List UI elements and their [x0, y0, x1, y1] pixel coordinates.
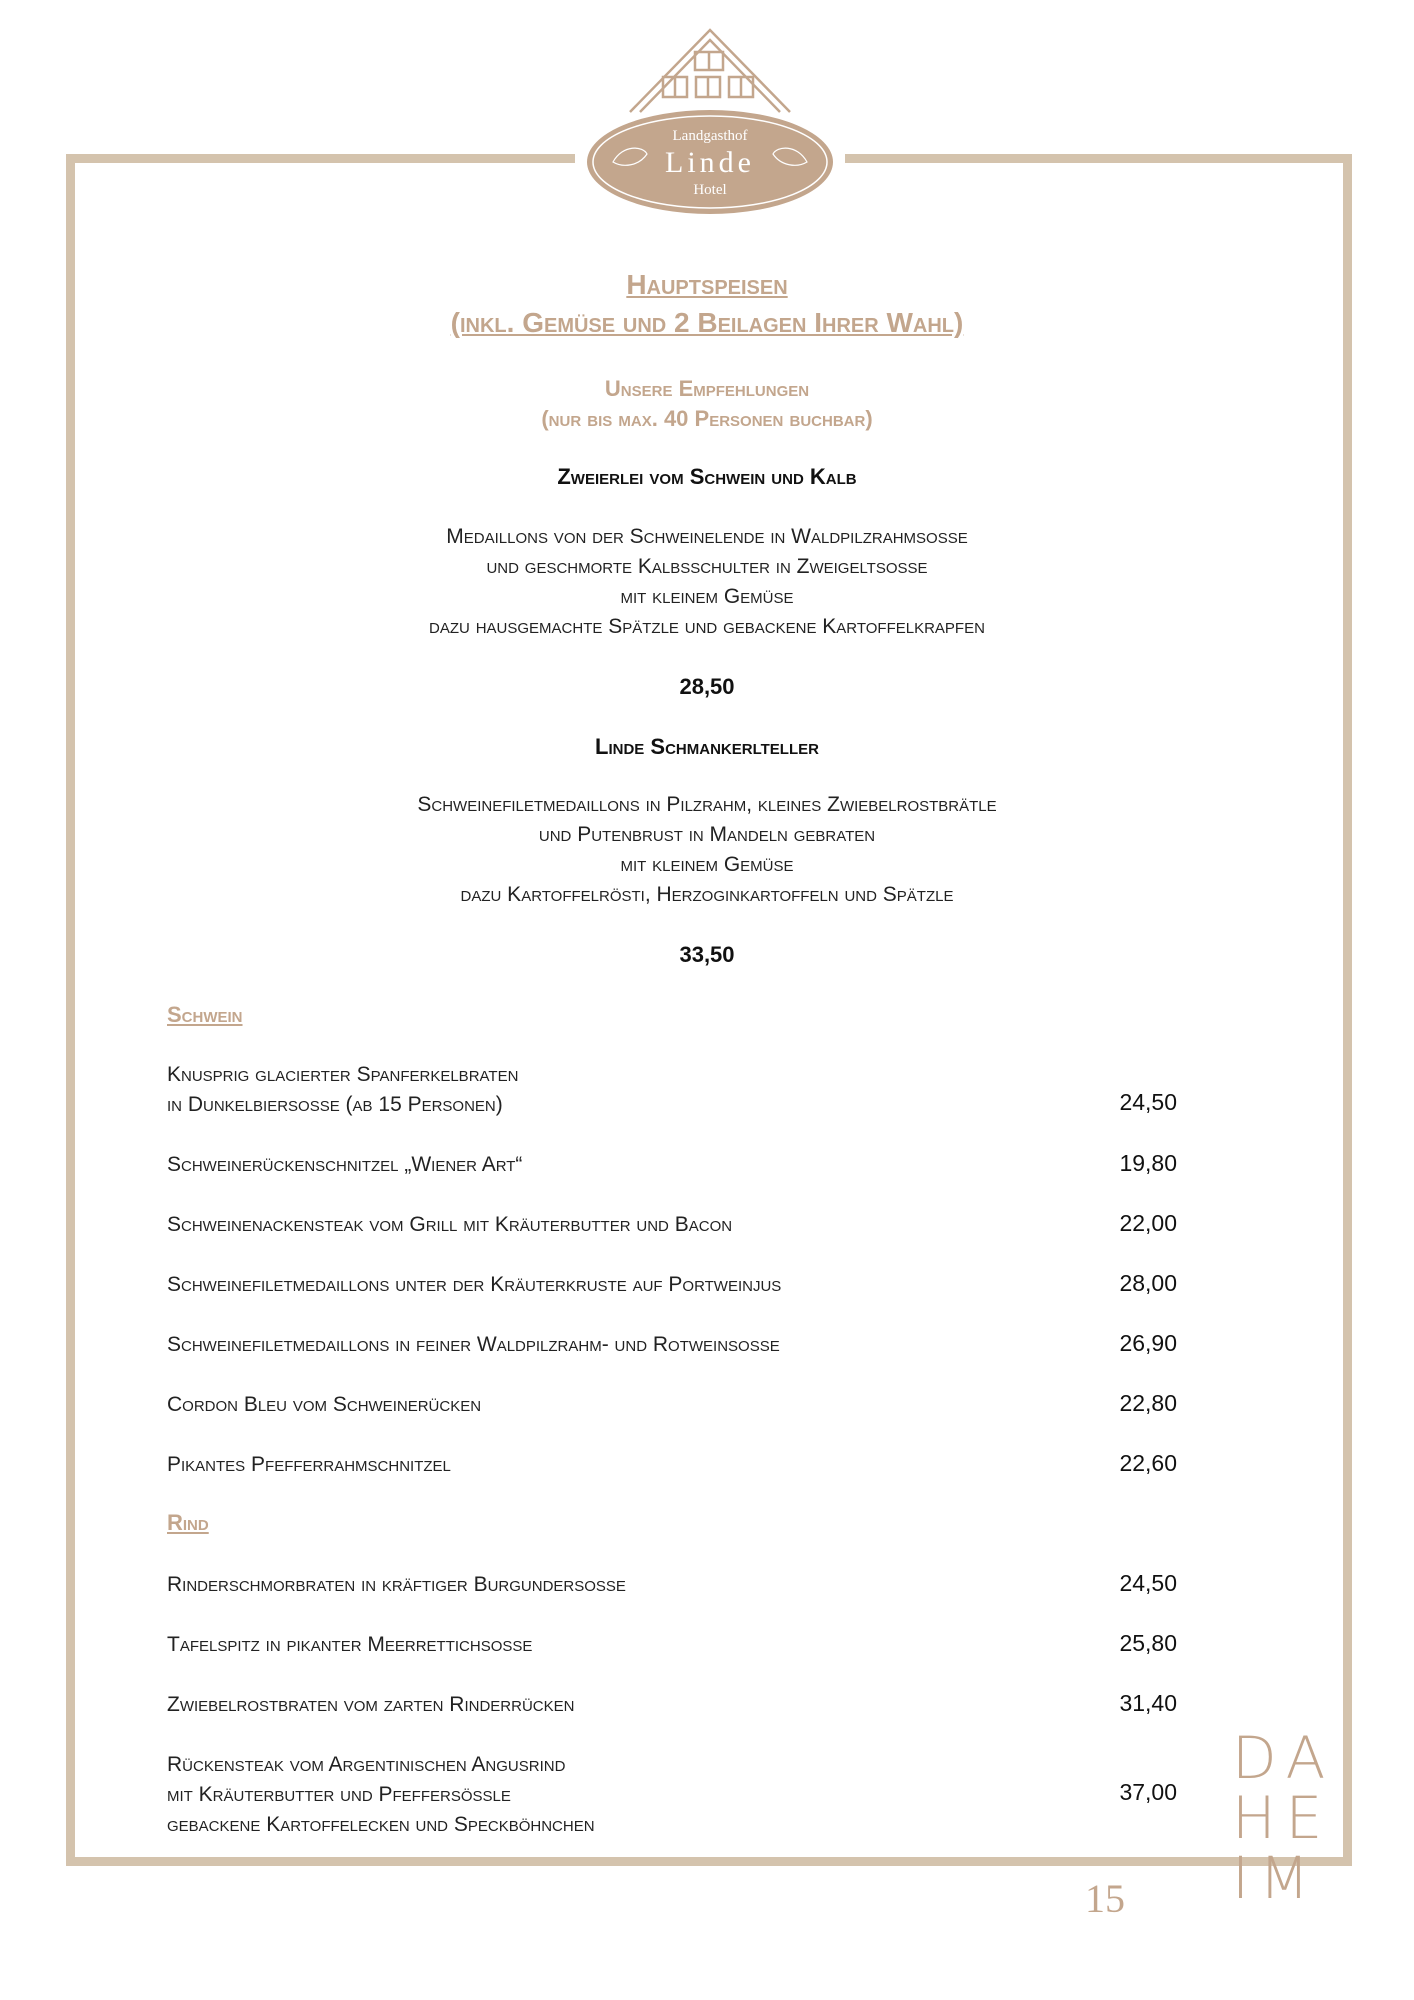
menu-item — [167, 1390, 1177, 1420]
menu-item-price: 26,90 — [1119, 1330, 1177, 1356]
menu-item-price: 22,80 — [1119, 1390, 1177, 1416]
menu-item-price: 24,50 — [1119, 1089, 1177, 1115]
recommendations-note: (nur bis max. 40 Personen buchbar) — [541, 406, 873, 431]
dish-description — [0, 790, 1414, 910]
logo-line-2: Linde — [665, 146, 755, 179]
page-title: Hauptspeisen — [626, 269, 788, 300]
menu-item-name: Rückensteak vom Argentinischen Angusrind — [167, 1753, 566, 1776]
menu-item-name: gebackene Kartoffelecken und Speckböhnchen — [167, 1813, 595, 1836]
menu-item-name: Zwiebelrostbraten vom zarten Rinderrücken — [167, 1693, 575, 1716]
section-title-rind: Rind — [167, 1510, 209, 1535]
description-line: mit kleinem Gemüse — [620, 585, 794, 608]
menu-item-price: 19,80 — [1119, 1150, 1177, 1176]
menu-item — [167, 1630, 1177, 1660]
menu-item — [167, 1270, 1177, 1300]
page-subtitle: (inkl. Gemüse und 2 Beilagen Ihrer Wahl) — [450, 307, 964, 338]
brand-line: IM — [1232, 1844, 1320, 1912]
description-line: und geschmorte Kalbsschulter in Zweigeltsoße — [486, 555, 928, 578]
menu-item-price: 37,00 — [1119, 1779, 1177, 1805]
brand-line: DA — [1232, 1724, 1336, 1792]
dish-price: 28,50 — [679, 674, 735, 699]
recommendations-heading: Unsere Empfehlungen — [604, 376, 810, 401]
menu-item-name: Schweinefiletmedaillons in feiner Waldpilzrahm- und Rotweinsoße — [167, 1333, 780, 1356]
hotel-logo — [585, 22, 835, 222]
menu-item-name: in Dunkelbiersoße (ab 15 Personen) — [167, 1093, 503, 1116]
menu-item-price: 25,80 — [1119, 1630, 1177, 1656]
menu-item-name: mit Kräuterbutter und Pfeffersößle — [167, 1783, 511, 1806]
menu-item-name: Schweinerückenschnitzel „Wiener Art“ — [167, 1153, 523, 1176]
menu-item-name: Rinderschmorbraten in kräftiger Burgundersoße — [167, 1573, 626, 1596]
page-number: 15 — [1085, 1876, 1125, 1921]
brand-line: HE — [1232, 1784, 1333, 1852]
daheim-brand-mark — [1232, 1724, 1342, 1912]
menu-item — [167, 1690, 1177, 1720]
section-title-schwein: Schwein — [167, 1002, 243, 1027]
menu-item-price: 22,60 — [1119, 1450, 1177, 1476]
menu-item — [167, 1450, 1177, 1480]
menu-item-name: Schweinefiletmedaillons unter der Kräuterkruste auf Portweinjus — [167, 1273, 782, 1296]
menu-item-price: 24,50 — [1119, 1570, 1177, 1596]
dish-description — [0, 522, 1414, 642]
menu-item — [167, 1570, 1177, 1600]
description-line: mit kleinem Gemüse — [620, 853, 794, 876]
menu-item-name: Schweinenackensteak vom Grill mit Kräuterbutter und Bacon — [167, 1213, 733, 1236]
description-line: Medaillons von der Schweinelende in Waldpilzrahmsoße — [446, 525, 968, 548]
dish-name: Linde Schmankerlteller — [595, 734, 819, 759]
logo-line-1: Landgasthof — [672, 128, 748, 144]
description-line: Schweinefiletmedaillons in Pilzrahm, kleines Zwiebelrostbrätle — [417, 793, 997, 816]
description-line: dazu Kartoffelrösti, Herzoginkartoffeln und Spätzle — [460, 883, 954, 906]
house-icon — [630, 30, 790, 112]
menu-item — [167, 1150, 1177, 1180]
menu-item — [167, 1750, 1177, 1840]
menu-item — [167, 1210, 1177, 1240]
menu-item-name: Pikantes Pfefferrahmschnitzel — [167, 1453, 451, 1476]
menu-item-price: 28,00 — [1119, 1270, 1177, 1296]
dish-price: 33,50 — [679, 942, 735, 967]
menu-item-name: Knusprig glacierter Spanferkelbraten — [167, 1063, 519, 1086]
menu-item-price: 22,00 — [1119, 1210, 1177, 1236]
menu-item-price: 31,40 — [1119, 1690, 1177, 1716]
dish-name: Zweierlei vom Schwein und Kalb — [557, 464, 857, 489]
description-line: und Putenbrust in Mandeln gebraten — [538, 823, 876, 846]
menu-item — [167, 1060, 1177, 1120]
menu-item — [167, 1330, 1177, 1360]
menu-item-name: Cordon Bleu vom Schweinerücken — [167, 1393, 482, 1416]
logo-line-3: Hotel — [693, 182, 727, 198]
description-line: dazu hausgemachte Spätzle und gebackene Kartoffelkrapfen — [429, 615, 985, 638]
menu-item-name: Tafelspitz in pikanter Meerrettichsoße — [167, 1633, 533, 1656]
